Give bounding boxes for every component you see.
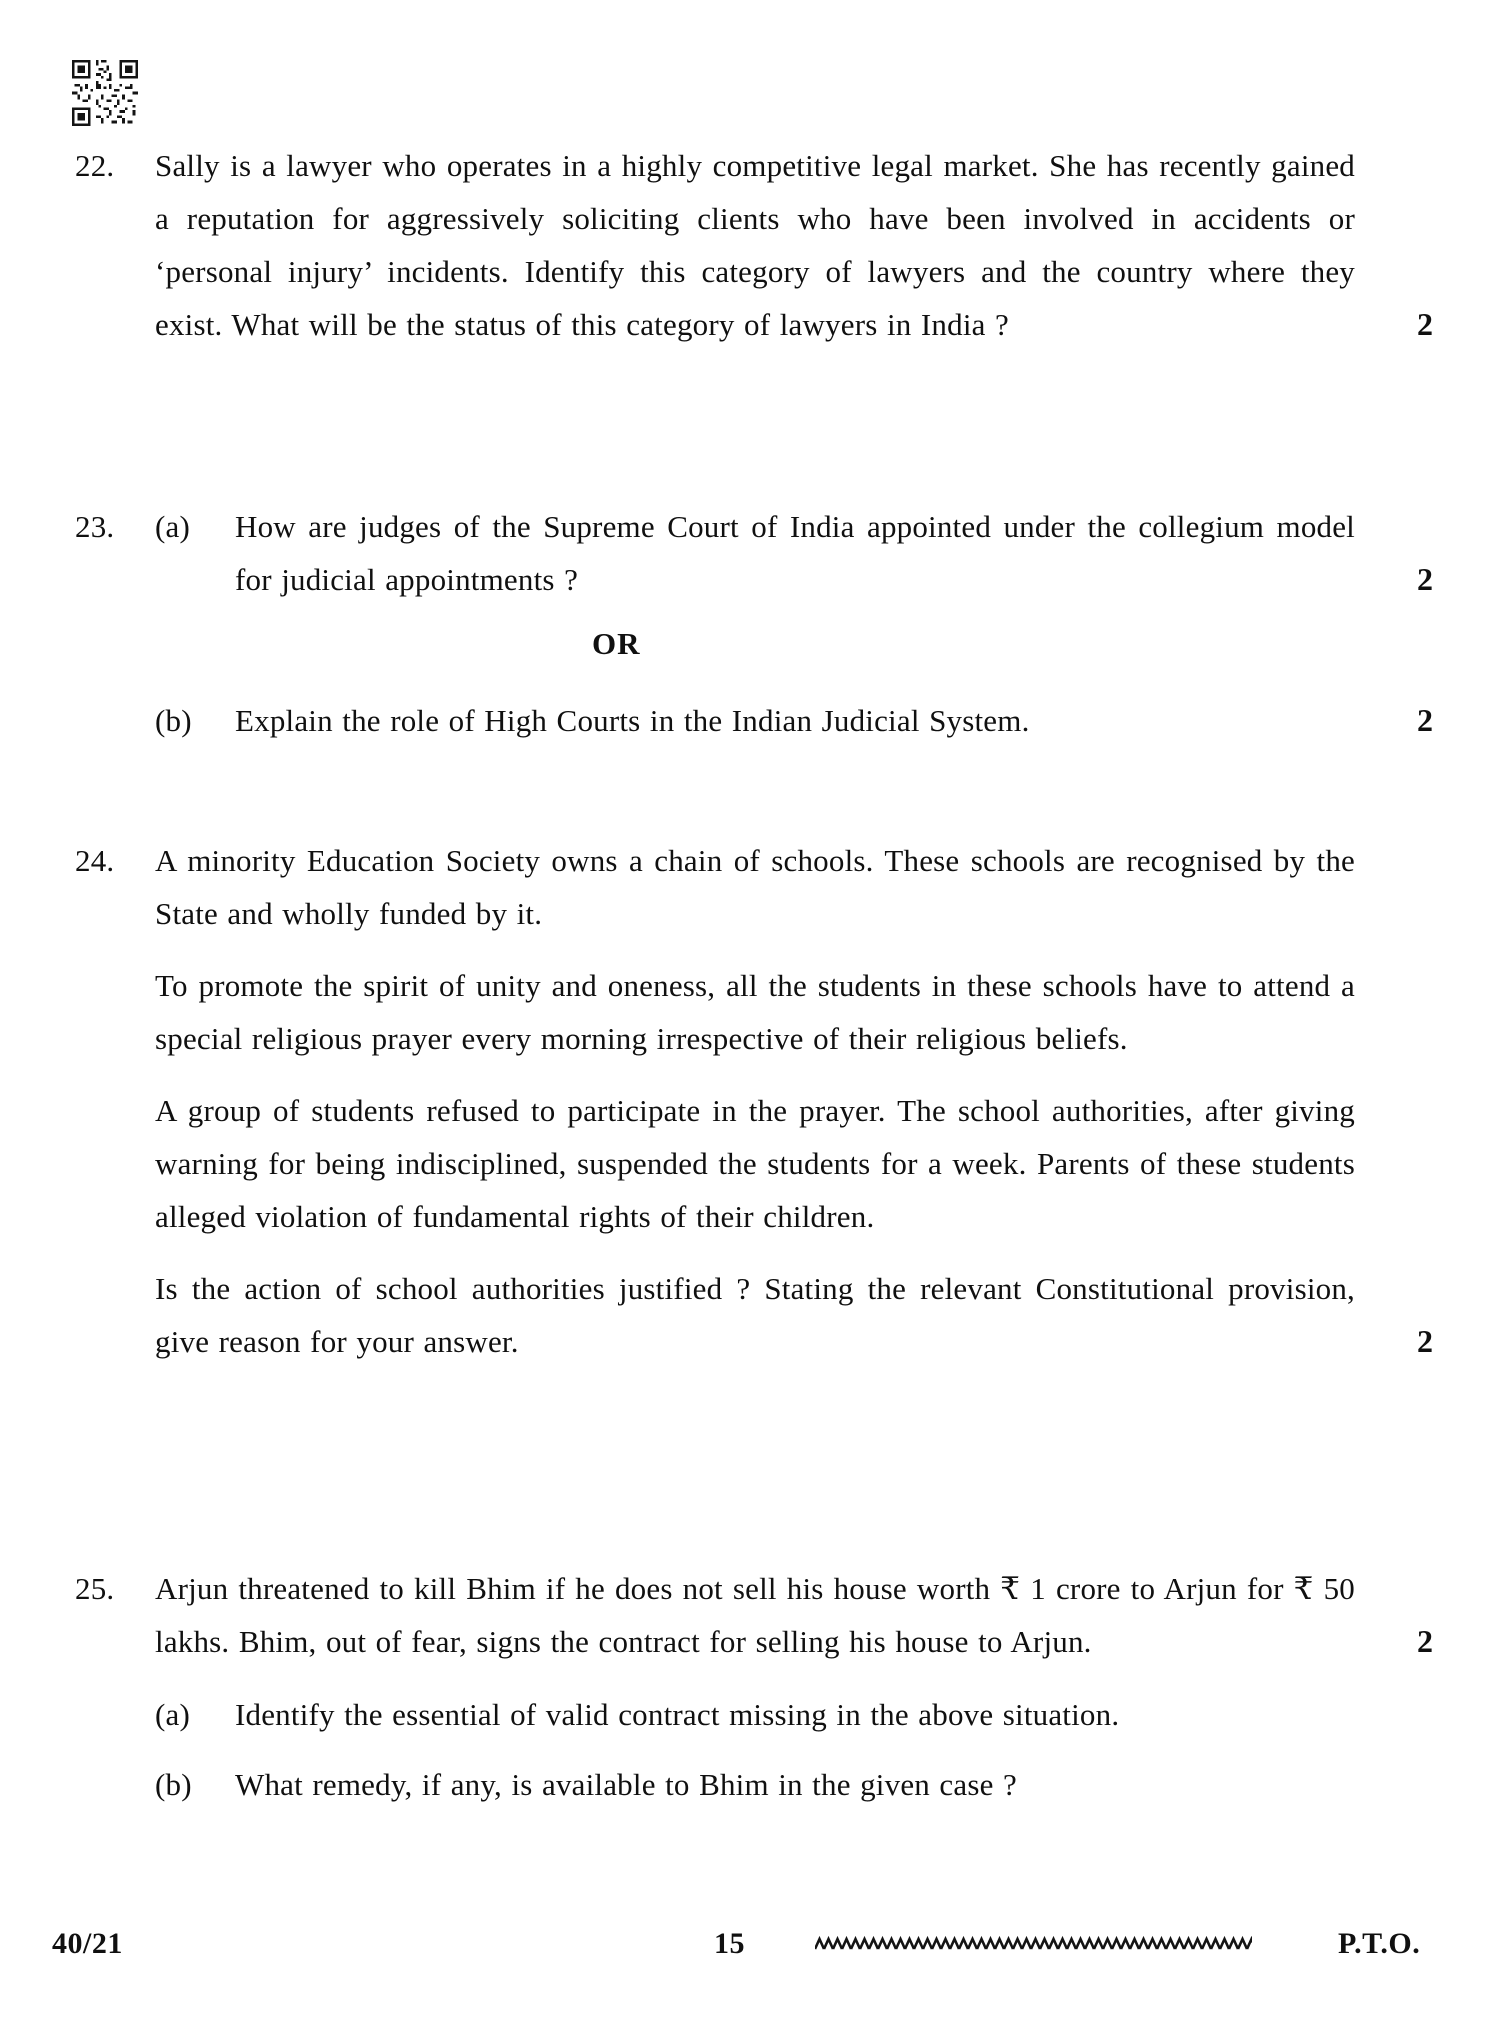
page-number: 15 <box>714 1927 745 1960</box>
marks-value: 2 <box>1417 1323 1433 1359</box>
page-footer <box>52 1924 1453 1968</box>
question-text: Sally is a lawyer who operates in a highly competitive legal market. She has recently gained a reputation for aggressively soliciting clients who have been involved in accidents or ‘personal injury’ incidents. Identify this category of lawyers and the country where they exist. What will be the status of this category of lawyers in India ? <box>155 148 1355 342</box>
part-text: Explain the role of High Courts in the Indian Judicial System. <box>235 703 1030 738</box>
part-text: How are judges of the Supreme Court of India appointed under the collegium model for judicial appointments ? <box>235 509 1355 597</box>
part-letter: (a) <box>155 509 191 544</box>
pto-label: P.T.O. <box>1338 1927 1421 1960</box>
paragraph: Is the action of school authorities justified ? Stating the relevant Constitutional provision, give reason for your answer. <box>155 1271 1355 1359</box>
paragraph: A minority Education Society owns a chain of schools. These schools are recognised by the State and wholly funded by it. <box>155 843 1355 931</box>
part-text: Identify the essential of valid contract missing in the above situation. <box>235 1697 1120 1732</box>
paper-code: 40/21 <box>52 1927 123 1960</box>
question-25 <box>75 1562 1433 1811</box>
marks-value: 2 <box>1417 561 1433 597</box>
question-number: 23. <box>75 509 115 544</box>
question-text: Arjun threatened to kill Bhim if he does not sell his house worth ₹ 1 crore to Arjun for ₹ 50 lakhs. Bhim, out of fear, signs the contract for selling his house to Arjun. <box>155 1571 1355 1659</box>
part-letter: (b) <box>155 703 192 738</box>
or-separator: OR <box>592 626 641 661</box>
question-number: 24. <box>75 843 115 878</box>
part-text: What remedy, if any, is available to Bhim in the given case ? <box>235 1767 1017 1802</box>
part-letter: (a) <box>155 1697 191 1732</box>
marks-value: 2 <box>1417 1623 1433 1659</box>
question-number: 22. <box>75 148 115 183</box>
qr-code-icon <box>72 60 138 126</box>
question-24 <box>75 834 1433 1368</box>
question-text <box>155 834 1355 1368</box>
zigzag-divider-icon <box>815 1933 1252 1955</box>
question-number: 25. <box>75 1571 115 1606</box>
part-letter: (b) <box>155 1767 192 1802</box>
marks-value: 2 <box>1417 702 1433 738</box>
paragraph: To promote the spirit of unity and oneness, all the students in these schools have to attend a special religious prayer every morning irrespective of their religious beliefs. <box>155 968 1355 1056</box>
question-23 <box>75 500 1433 747</box>
question-22 <box>75 139 1433 351</box>
marks-value: 2 <box>1417 306 1433 342</box>
paragraph: A group of students refused to participate in the prayer. The school authorities, after giving warning for being indisciplined, suspended the students for a week. Parents of these students alleged violation of fundamental rights of their children. <box>155 1093 1355 1234</box>
